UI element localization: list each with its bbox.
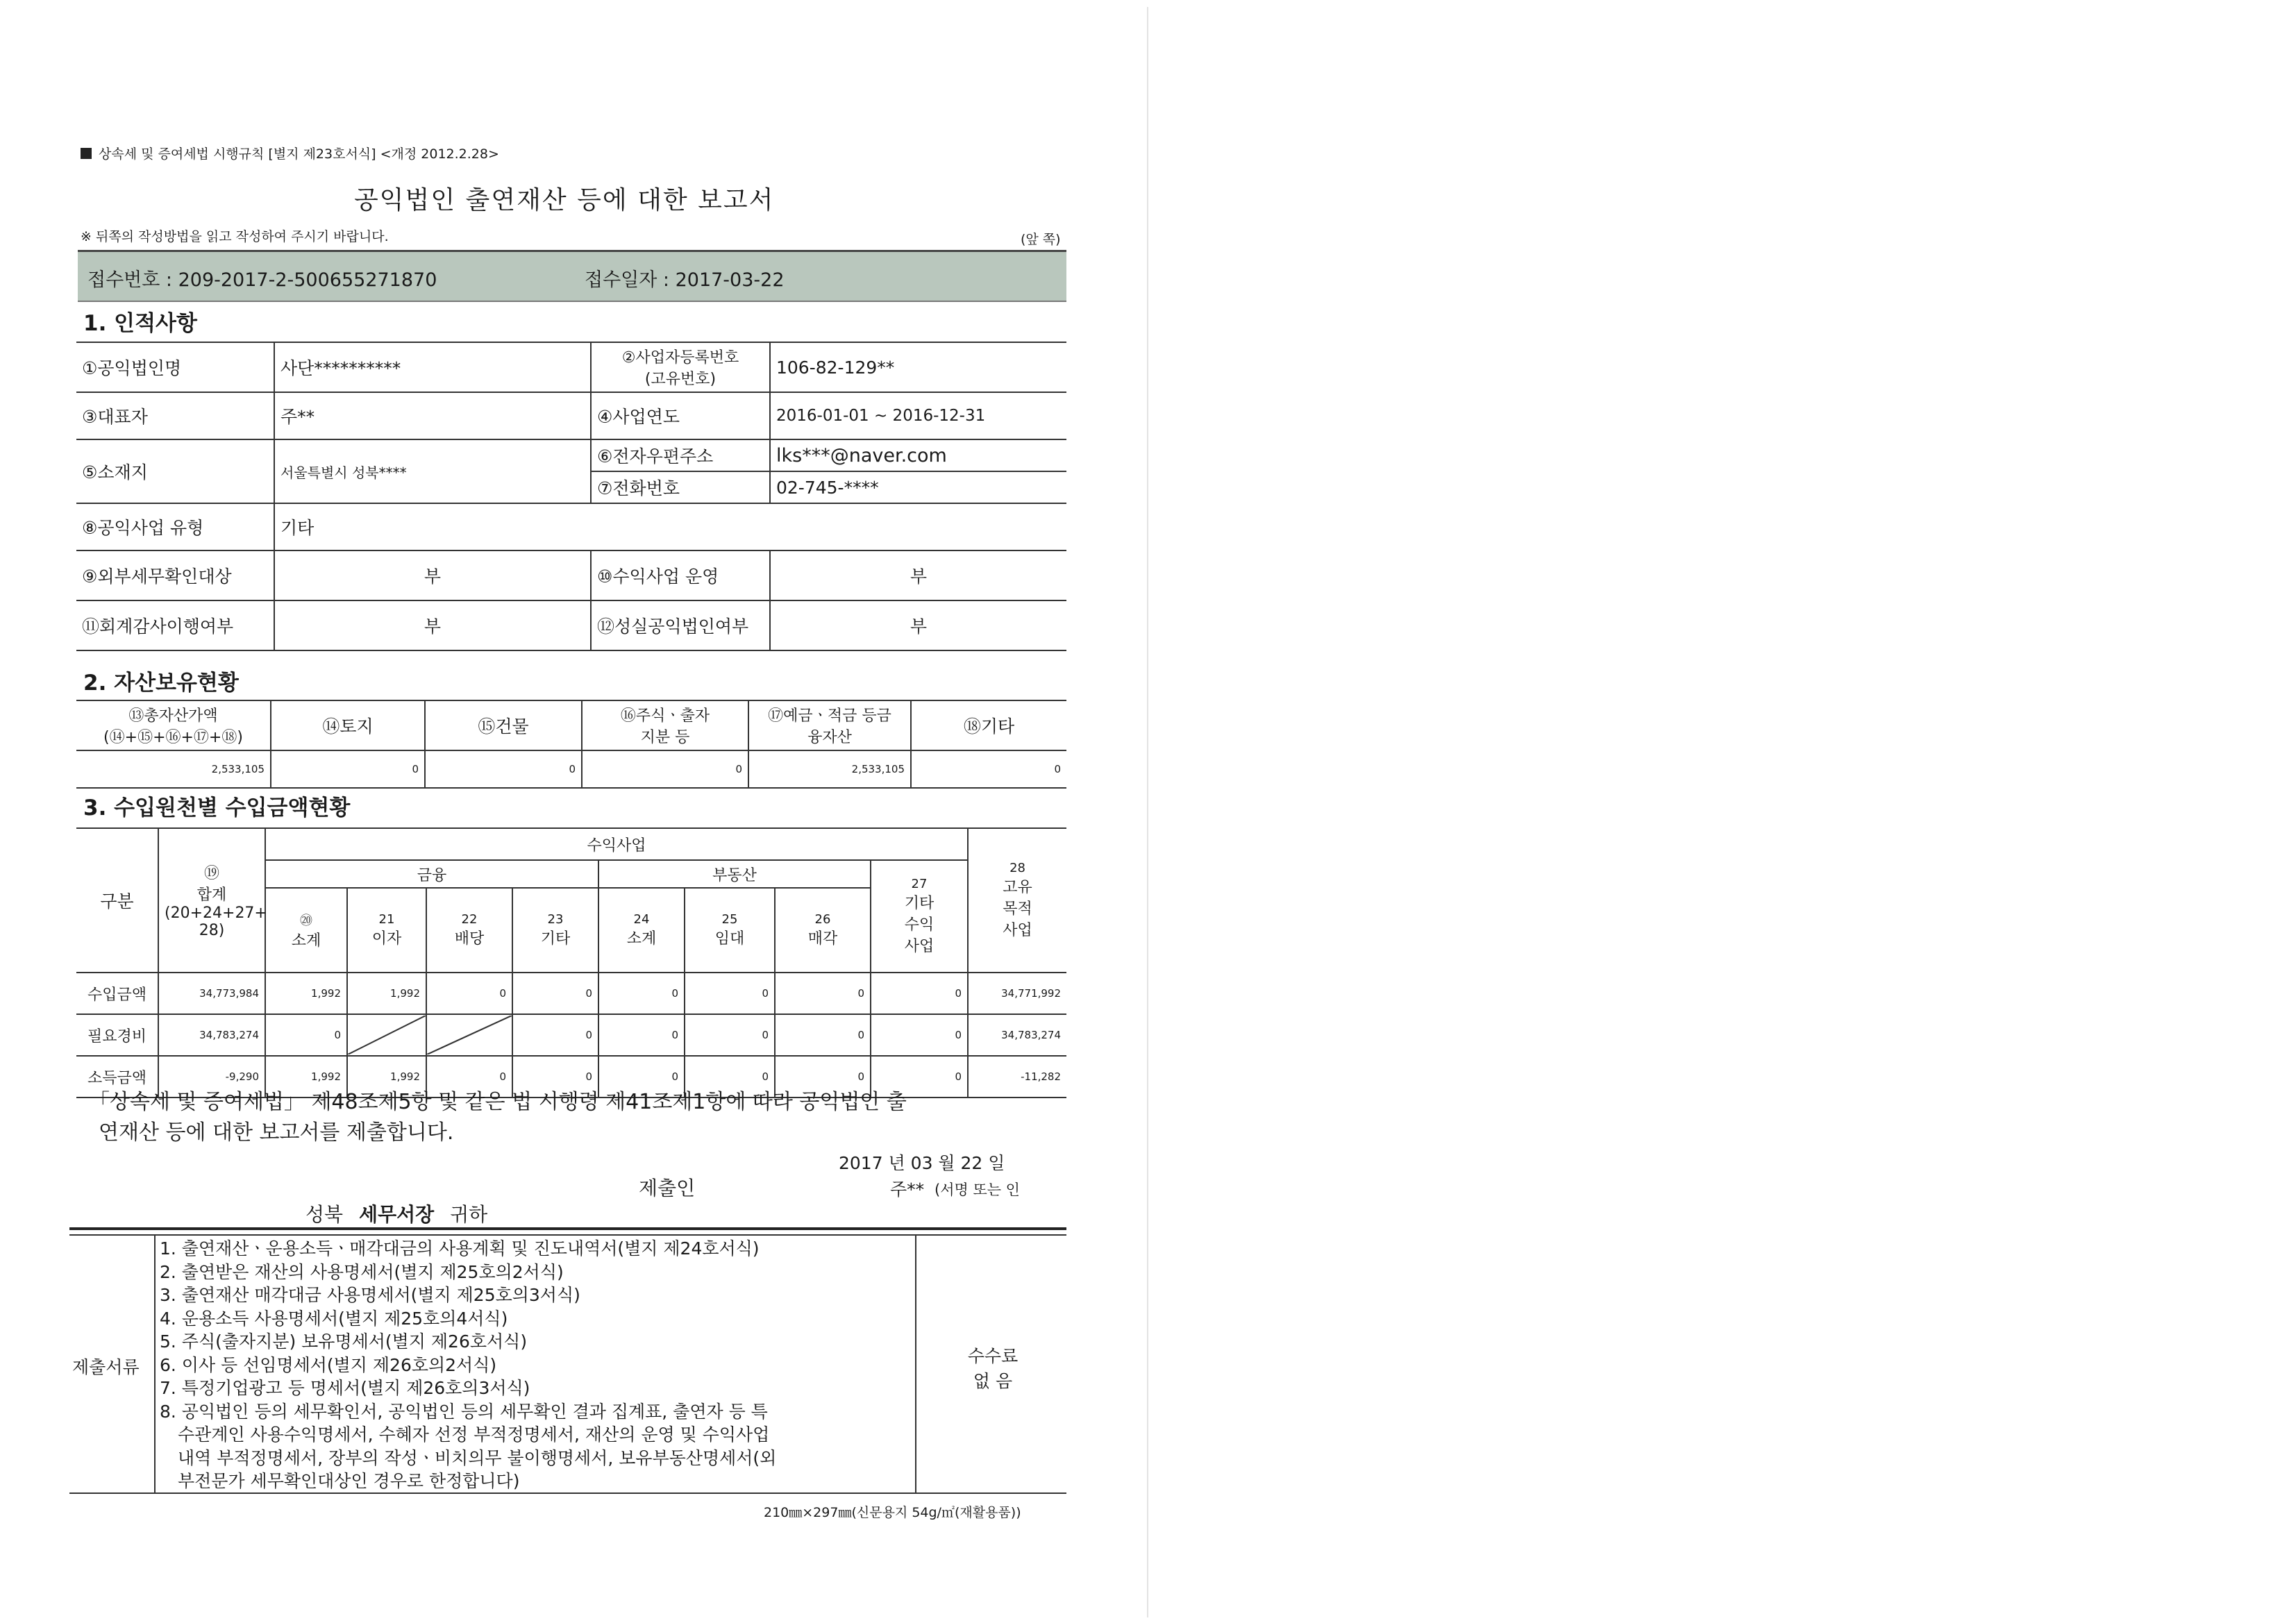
biz-no-label: ②사업자등록번호 (고유번호)	[591, 342, 770, 392]
submitter-label: 제출인	[639, 1177, 696, 1200]
section-3-title: 3. 수입원천별 수입금액현황	[83, 796, 351, 821]
documents-left-divider	[154, 1234, 156, 1492]
table-row: 필요경비 34,783,274 0 0 0 0 0 0 34,783,274	[76, 1014, 1066, 1056]
instruction-note: ※ 뒤쪽의 작성방법을 읽고 작성하여 주시기 바랍니다.	[81, 229, 389, 244]
phone-value: 02-745-****	[770, 471, 1066, 503]
sale-header: 26 매각	[775, 888, 871, 973]
external-tax-value: 부	[274, 550, 591, 600]
paper-spec: 210㎜×297㎜(신문용지 54g/㎡(재활용품))	[764, 1505, 1021, 1520]
asset-total-header: ⑬총자산가액 (⑭+⑮+⑯+⑰+⑱)	[76, 700, 271, 750]
external-tax-label: ⑨외부세무확인대상	[76, 550, 274, 600]
list-item: 수관계인 사용수익명세서, 수혜자 선정 부적정명세서, 재산의 운영 및 수익사업	[178, 1424, 770, 1445]
sum-header: ⑲ 합계 (20+24+27+ 28)	[158, 828, 265, 973]
documents-label: 제출서류	[72, 1357, 140, 1377]
page-fold-line	[1147, 7, 1148, 1617]
email-value: lks***@naver.com	[770, 439, 1066, 471]
interest-header: 21 이자	[347, 888, 426, 973]
list-item: 5. 주식(출자지분) 보유명세서(별지 제26호서식)	[160, 1331, 528, 1352]
asset-total-value: 2,533,105	[76, 750, 271, 788]
receipt-date: 접수일자 : 2017-03-22	[585, 269, 785, 291]
square-bullet-icon	[81, 148, 92, 159]
documents-top-rule	[69, 1227, 1066, 1230]
finance-subtotal-header: ⑳ 소계	[265, 888, 347, 973]
documents-list	[160, 1237, 910, 1493]
gubun-header: 구분	[76, 828, 158, 973]
corp-name-value: 사단**********	[274, 342, 591, 392]
asset-land-header: ⑭토지	[271, 700, 425, 750]
project-type-value: 기타	[274, 503, 1066, 550]
asset-stock-header: ⑯주식ㆍ출자 지분 등	[582, 700, 748, 750]
list-item: 6. 이사 등 선임명세서(별지 제26호의2서식)	[160, 1354, 497, 1375]
list-item: 1. 출연재산ㆍ운용소득ㆍ매각대금의 사용계획 및 진도내역서(별지 제24호서식)	[160, 1238, 760, 1259]
crossed-out-cell	[426, 1014, 512, 1056]
asset-other-value: 0	[911, 750, 1066, 788]
address-label: ⑤소재지	[76, 439, 274, 503]
documents-second-rule	[69, 1234, 1066, 1236]
regulation-line: 상속세 및 증여세법 시행규칙 [별지 제23호서식] <개정 2012.2.28>	[81, 144, 499, 162]
corp-name-label: ①공익법인명	[76, 342, 274, 392]
asset-building-header: ⑮건물	[425, 700, 582, 750]
audit-value: 부	[274, 600, 591, 650]
crossed-out-cell	[347, 1014, 426, 1056]
asset-other-header: ⑱기타	[911, 700, 1066, 750]
declaration-text: 「상속세 및 증여세법」 제48조제5항 및 같은 법 시행령 제41조제1항에 따라 공익법인 출 연재산 등에 대한 보고서를 제출합니다.	[89, 1090, 907, 1145]
asset-table	[76, 700, 1066, 789]
receipt-number: 접수번호 : 209-2017-2-500655271870	[87, 269, 437, 291]
purpose-business-header: 28 고유 목적 사업	[968, 828, 1066, 973]
other-profit-header: 27 기타 수익 사업	[871, 860, 968, 973]
profit-business-label: ⑩수익사업 운영	[591, 550, 770, 600]
business-year-label: ④사업연도	[591, 392, 770, 439]
list-item: 4. 운용소득 사용명세서(별지 제25호의4서식)	[160, 1308, 508, 1329]
realestate-header: 부동산	[598, 860, 871, 888]
list-item: 3. 출연재산 매각대금 사용명세서(별지 제25호의3서식)	[160, 1285, 580, 1305]
list-item: 7. 특정기업광고 등 명세서(별지 제26호의3서식)	[160, 1378, 530, 1398]
tax-office: 성북 세무서장 귀하	[305, 1203, 488, 1226]
personal-info-table	[76, 342, 1066, 651]
representative-label: ③대표자	[76, 392, 274, 439]
profit-business-header: 수익사업	[265, 828, 968, 860]
address-value: 서울특별시 성북****	[274, 439, 591, 503]
asset-land-value: 0	[271, 750, 425, 788]
list-item: 2. 출연받은 재산의 사용명세서(별지 제25호의2서식)	[160, 1261, 564, 1282]
realestate-subtotal-header: 24 소계	[598, 888, 685, 973]
asset-stock-value: 0	[582, 750, 748, 788]
submission-date: 2017 년 03 월 22 일	[839, 1153, 1005, 1173]
profit-business-value: 부	[770, 550, 1066, 600]
table-row: 소득금액 -9,290 1,992 1,992 0 0 0 0 0 0 -11,282	[76, 1056, 1066, 1098]
list-item: 부전문가 세무확인대상인 경우로 한정합니다)	[178, 1471, 520, 1491]
page-side-label: (앞 쪽)	[1021, 232, 1061, 247]
page-title: 공익법인 출연재산 등에 대한 보고서	[354, 186, 775, 215]
income-table	[76, 827, 1066, 1098]
project-type-label: ⑧공익사업 유형	[76, 503, 274, 550]
signature-label: (서명 또는 인	[935, 1181, 1020, 1198]
finance-other-header: 23 기타	[512, 888, 598, 973]
rent-header: 25 임대	[685, 888, 775, 973]
phone-label: ⑦전화번호	[591, 471, 770, 503]
list-item: 8. 공익법인 등의 세무확인서, 공익법인 등의 세무확인 결과 집계표, 출연자 등 특	[160, 1401, 768, 1422]
business-year-value: 2016-01-01 ~ 2016-12-31	[770, 392, 1066, 439]
submitter-value: 주**	[890, 1179, 925, 1200]
list-item: 내역 부적정명세서, 장부의 작성ㆍ비치의무 불이행명세서, 보유부동산명세서(외	[178, 1447, 777, 1468]
email-label: ⑥전자우편주소	[591, 439, 770, 471]
representative-value: 주**	[274, 392, 591, 439]
asset-deposit-header: ⑰예금ㆍ적금 등금 융자산	[748, 700, 911, 750]
sincere-label: ⑫성실공익법인여부	[591, 600, 770, 650]
asset-deposit-value: 2,533,105	[748, 750, 911, 788]
section-1-title: 1. 인적사항	[83, 311, 197, 336]
section-2-title: 2. 자산보유현황	[83, 671, 239, 696]
audit-label: ⑪회계감사이행여부	[76, 600, 274, 650]
asset-building-value: 0	[425, 750, 582, 788]
sincere-value: 부	[770, 600, 1066, 650]
fee-box: 수수료 없 음	[967, 1346, 1019, 1391]
dividend-header: 22 배당	[426, 888, 512, 973]
finance-header: 금융	[265, 860, 598, 888]
table-row: 수입금액 34,773,984 1,992 1,992 0 0 0 0 0 0 34,771,992	[76, 973, 1066, 1014]
receipt-bar	[78, 250, 1066, 302]
biz-no-value: 106-82-129**	[770, 342, 1066, 392]
documents-right-divider	[915, 1234, 916, 1492]
